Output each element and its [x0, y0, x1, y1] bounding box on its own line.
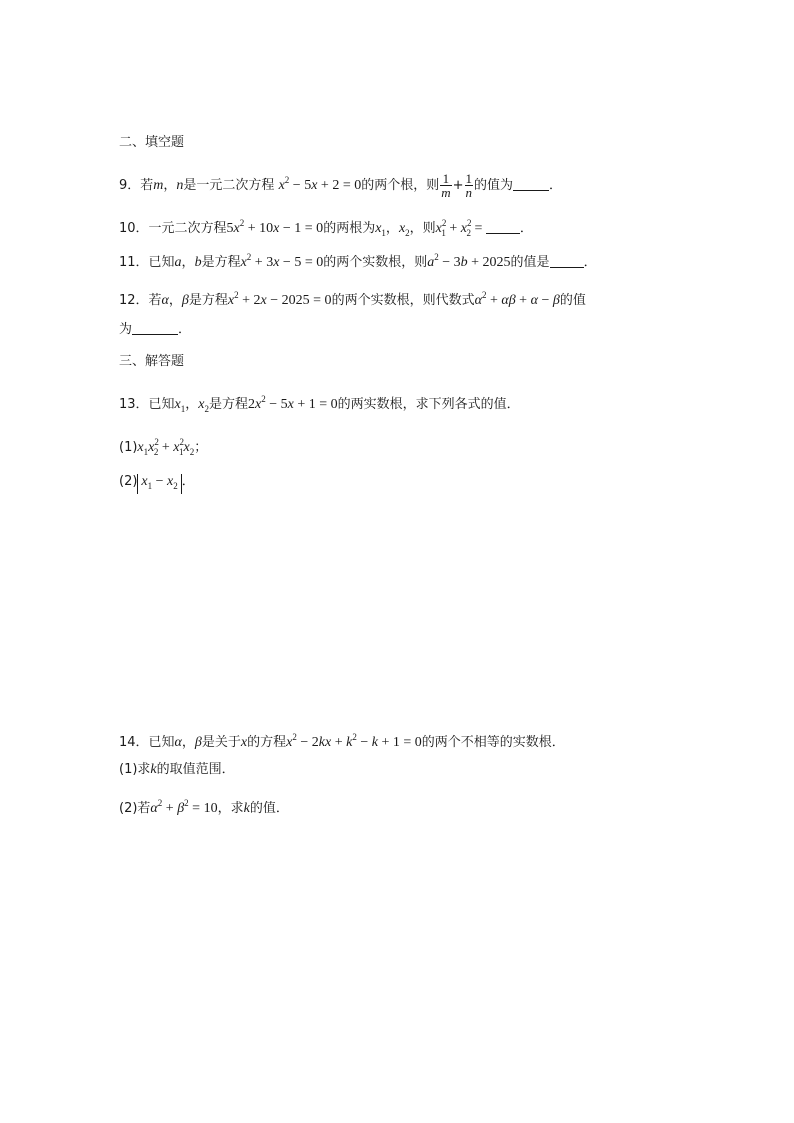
fraction: $\frac{1}{n}$: [465, 171, 473, 200]
answer-blank[interactable]: [513, 176, 549, 191]
question-9: 9．若m，n是一元二次方程 $x^2 - 5x + 2 = 0$的两个根，则 $\frac{1}{m}$ + $\frac{1}{n}$ 的值为 ．: [119, 171, 563, 200]
expression: $x_1x^2_2 + x^2_1x_2$: [137, 437, 195, 457]
question-12: 12．若α，β是方程$x^2 + 2x - 2025 = 0$的两个实数根，则代数式$\alpha^2 + \alpha\beta + \alpha - \beta$的值: [119, 290, 586, 308]
equation: $5x^2 + 10x - 1 = 0$: [226, 218, 324, 236]
equation: $x^2 - 2kx + k^2 - k + 1 = 0$: [286, 732, 422, 750]
equation: $x^2 + 3x - 5 = 0$: [240, 252, 324, 270]
question-11: 11．已知a，b是方程$x^2 + 3x - 5 = 0$的两个实数根，则$a^2 - 3b + 2025$的值是 ．: [119, 252, 597, 270]
expression: $\alpha^2 + \alpha\beta + \alpha - \beta$: [474, 290, 560, 308]
expression: $x^2_1 + x^2_2$ =: [435, 218, 486, 238]
equation: $2x^2 - 5x + 1 = 0$: [248, 394, 338, 412]
section-title-solve: 三、解答题: [119, 354, 185, 369]
equation: $x^2 - 5x + 2 = 0$: [278, 175, 362, 193]
answer-blank[interactable]: [486, 219, 520, 234]
expression: $x_1 - x_2$: [137, 474, 181, 494]
question-13-part-2: (2) $x_1 - x_2$ ．: [119, 472, 195, 494]
equation: $\alpha^2 + \beta^2 = 10$: [150, 798, 218, 816]
equation: $x^2 + 2x - 2025 = 0$: [227, 290, 332, 308]
fraction: $\frac{1}{m}$: [441, 171, 451, 200]
question-13-part-1: $(1)x_1x^2_2 + x^2_1x_2$；: [119, 437, 208, 457]
section-title-fill: 二、填空题: [119, 135, 185, 150]
question-13: 13．已知$x_1$，$x_2$是方程$2x^2 - 5x + 1 = 0$的两实数根，求下列各式的值．: [119, 394, 520, 414]
expression: $a^2 - 3b + 2025$: [427, 252, 511, 270]
question-14: 14．已知α，β是关于x的方程$x^2 - 2kx + k^2 - k + 1 = 0$的两个不相等的实数根．: [119, 732, 565, 750]
question-14-part-1: (1)求k的取值范围．: [119, 762, 235, 777]
answer-blank[interactable]: [550, 253, 584, 268]
question-10: 10．一元二次方程$5x^2 + 10x - 1 = 0$的两根为$x_1$，$x_2$，则$x^2_1 + x^2_2$ = ．: [119, 218, 533, 238]
question-14-part-2: (2)若$\alpha^2 + \beta^2 = 10$，求k的值．: [119, 798, 289, 816]
answer-blank[interactable]: [132, 320, 178, 335]
question-12-continued: 为 ．: [119, 322, 192, 337]
